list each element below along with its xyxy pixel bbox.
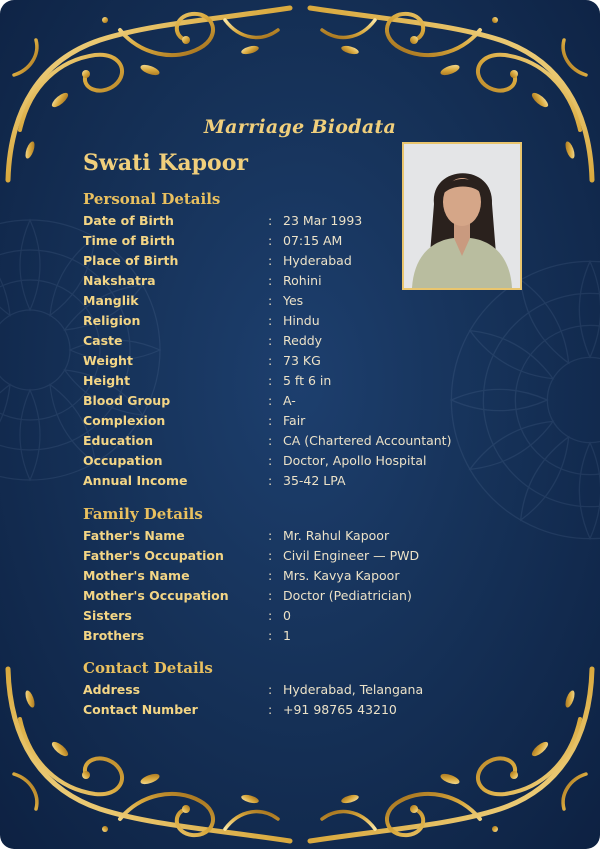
- detail-label: Sisters: [83, 608, 132, 623]
- detail-separator: :: [268, 548, 273, 563]
- detail-separator: :: [268, 433, 273, 448]
- detail-separator: :: [268, 588, 273, 603]
- detail-value: Mrs. Kavya Kapoor: [283, 568, 400, 583]
- detail-value: Fair: [283, 413, 306, 428]
- detail-row: [83, 333, 563, 353]
- detail-label: Religion: [83, 313, 141, 328]
- detail-label: Weight: [83, 353, 133, 368]
- detail-value: 73 KG: [283, 353, 321, 368]
- detail-label: Education: [83, 433, 153, 448]
- detail-row: [83, 608, 563, 628]
- detail-value: Doctor (Pediatrician): [283, 588, 412, 603]
- detail-row: [83, 588, 563, 608]
- detail-value: 35-42 LPA: [283, 473, 346, 488]
- detail-separator: :: [268, 702, 273, 717]
- detail-separator: :: [268, 213, 273, 228]
- detail-row: [83, 213, 563, 233]
- detail-separator: :: [268, 453, 273, 468]
- document-title: Marriage Biodata: [203, 116, 397, 138]
- detail-value: 1: [283, 628, 291, 643]
- detail-separator: :: [268, 473, 273, 488]
- detail-separator: :: [268, 608, 273, 623]
- section-heading-family: Family Details: [83, 505, 203, 523]
- detail-value: Yes: [283, 293, 304, 308]
- gold-flourish-bottom-left: [0, 649, 300, 849]
- detail-separator: :: [268, 233, 273, 248]
- detail-separator: :: [268, 373, 273, 388]
- detail-label: Nakshatra: [83, 273, 156, 288]
- detail-row: [83, 548, 563, 568]
- detail-value: 5 ft 6 in: [283, 373, 332, 388]
- detail-value: 07:15 AM: [283, 233, 343, 248]
- detail-label: Brothers: [83, 628, 145, 643]
- gold-flourish-bottom-right: [300, 649, 600, 849]
- detail-label: Place of Birth: [83, 253, 179, 268]
- detail-value: Rohini: [283, 273, 322, 288]
- detail-separator: :: [268, 528, 273, 543]
- person-name: Swati Kapoor: [83, 150, 248, 176]
- detail-label: Mother's Name: [83, 568, 190, 583]
- detail-row: [83, 353, 563, 373]
- detail-separator: :: [268, 568, 273, 583]
- detail-value: CA (Chartered Accountant): [283, 433, 452, 448]
- detail-separator: :: [268, 628, 273, 643]
- detail-label: Manglik: [83, 293, 139, 308]
- detail-row: [83, 413, 563, 433]
- detail-row: [83, 253, 563, 273]
- detail-separator: :: [268, 393, 273, 408]
- detail-label: Address: [83, 682, 141, 697]
- detail-value: Civil Engineer — PWD: [283, 548, 420, 563]
- detail-separator: :: [268, 682, 273, 697]
- detail-row: [83, 313, 563, 333]
- detail-label: Occupation: [83, 453, 163, 468]
- detail-value: 0: [283, 608, 291, 623]
- detail-value: Hyderabad: [283, 253, 352, 268]
- detail-row: [83, 433, 563, 453]
- detail-label: Father's Occupation: [83, 548, 224, 563]
- detail-label: Blood Group: [83, 393, 171, 408]
- detail-value: Doctor, Apollo Hospital: [283, 453, 427, 468]
- detail-label: Contact Number: [83, 702, 198, 717]
- detail-row: [83, 702, 563, 722]
- detail-value: Hindu: [283, 313, 320, 328]
- detail-label: Mother's Occupation: [83, 588, 229, 603]
- detail-row: [83, 373, 563, 393]
- detail-separator: :: [268, 353, 273, 368]
- detail-label: Father's Name: [83, 528, 185, 543]
- detail-label: Date of Birth: [83, 213, 174, 228]
- detail-row: [83, 233, 563, 253]
- detail-value: Mr. Rahul Kapoor: [283, 528, 390, 543]
- detail-separator: :: [268, 253, 273, 268]
- detail-row: [83, 528, 563, 548]
- detail-value: Hyderabad, Telangana: [283, 682, 424, 697]
- detail-separator: :: [268, 333, 273, 348]
- detail-row: [83, 473, 563, 493]
- detail-row: [83, 273, 563, 293]
- detail-row: [83, 293, 563, 313]
- detail-row: [83, 568, 563, 588]
- detail-value: A-: [283, 393, 296, 408]
- detail-label: Time of Birth: [83, 233, 175, 248]
- detail-separator: :: [268, 313, 273, 328]
- detail-label: Caste: [83, 333, 123, 348]
- detail-label: Height: [83, 373, 131, 388]
- detail-separator: :: [268, 273, 273, 288]
- section-heading-contact: Contact Details: [83, 659, 213, 677]
- detail-row: [83, 628, 563, 648]
- detail-value: Reddy: [283, 333, 323, 348]
- detail-separator: :: [268, 413, 273, 428]
- detail-row: [83, 682, 563, 702]
- detail-value: 23 Mar 1993: [283, 213, 363, 228]
- detail-row: [83, 393, 563, 413]
- detail-label: Complexion: [83, 413, 166, 428]
- detail-row: [83, 453, 563, 473]
- section-heading-personal: Personal Details: [83, 190, 221, 208]
- detail-label: Annual Income: [83, 473, 188, 488]
- detail-separator: :: [268, 293, 273, 308]
- detail-value: +91 98765 43210: [283, 702, 397, 717]
